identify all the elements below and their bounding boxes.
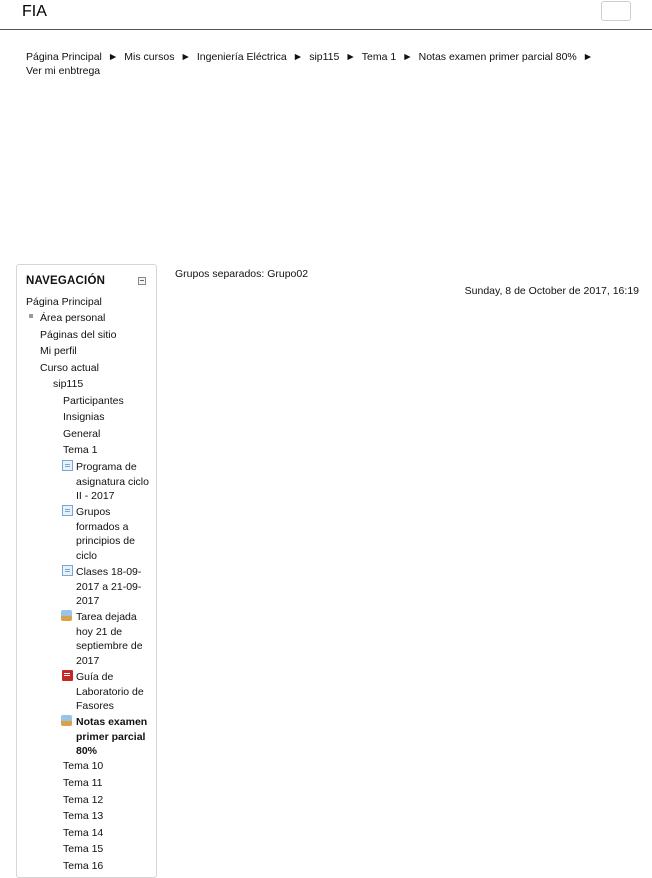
breadcrumb xyxy=(26,50,626,78)
activity-link-clases[interactable]: Clases 18-09- 2017 a 21-09- 2017 xyxy=(76,566,142,607)
navigation-block xyxy=(16,264,157,878)
activity-link-programa[interactable]: Programa de asignatura ciclo II - 2017 xyxy=(76,461,149,502)
timestamp: Sunday, 8 de October de 2017, 16:19 xyxy=(464,285,639,297)
assignment-icon xyxy=(61,610,72,621)
nav-item-insignias[interactable]: Insignias xyxy=(63,411,105,423)
breadcrumb-separator: ► xyxy=(582,51,594,63)
activity-link-guia[interactable]: Guía de Laboratorio de Fasores xyxy=(76,671,144,712)
breadcrumb-separator: ► xyxy=(107,51,119,63)
nav-item-tema-14[interactable]: Tema 14 xyxy=(63,827,104,839)
breadcrumb-item[interactable]: Tema 1 xyxy=(361,51,397,63)
nav-item-home[interactable]: Página Principal xyxy=(26,296,102,308)
nav-item-tema-11[interactable]: Tema 11 xyxy=(63,777,103,789)
page-icon xyxy=(62,565,73,576)
page-icon xyxy=(62,460,73,471)
nav-item-tema-10[interactable]: Tema 10 xyxy=(63,760,104,772)
nav-item-participantes[interactable]: Participantes xyxy=(63,395,124,407)
nav-item-tema-16[interactable]: Tema 16 xyxy=(63,860,104,872)
breadcrumb-separator: ► xyxy=(402,51,413,63)
nav-item-general[interactable]: General xyxy=(63,428,101,440)
top-navbar xyxy=(0,0,652,30)
group-mode-label: Grupos separados: Grupo02 xyxy=(175,268,309,280)
activity-link-notas-current[interactable]: Notas examen primer parcial 80% xyxy=(76,716,148,757)
activity-link-grupos[interactable]: Grupos formados a principios de ciclo xyxy=(76,506,135,562)
breadcrumb-item[interactable]: Página Principal xyxy=(26,51,102,63)
collapse-icon[interactable] xyxy=(138,277,146,285)
breadcrumb-item[interactable]: sip115 xyxy=(309,51,340,63)
nav-item-paginas-sitio[interactable]: Páginas del sitio xyxy=(40,329,117,341)
bullet-icon xyxy=(29,314,33,318)
breadcrumb-item[interactable]: Ingeniería Eléctrica xyxy=(196,51,287,63)
nav-item-course[interactable]: sip115 xyxy=(53,378,84,390)
nav-item-tema-15[interactable]: Tema 15 xyxy=(63,843,104,855)
navigation-block-title: NAVEGACIÓN xyxy=(26,275,106,287)
activity-link-tarea[interactable]: Tarea dejada hoy 21 de septiembre de 2017 xyxy=(76,611,143,667)
pdf-icon xyxy=(62,670,73,681)
nav-item-mi-perfil[interactable]: Mi perfil xyxy=(40,345,77,357)
breadcrumb-separator: ► xyxy=(292,51,304,63)
breadcrumb-item-current: Ver mi enbtrega xyxy=(26,65,101,77)
nav-item-curso-actual[interactable]: Curso actual xyxy=(40,362,99,374)
nav-item-tema-12[interactable]: Tema 12 xyxy=(63,794,104,806)
nav-item-tema-1[interactable]: Tema 1 xyxy=(63,444,98,456)
breadcrumb-separator: ► xyxy=(180,51,191,63)
breadcrumb-item[interactable]: Mis cursos xyxy=(124,51,175,63)
breadcrumb-item[interactable]: Notas examen primer parcial 80% xyxy=(418,51,577,63)
site-brand[interactable]: FIA xyxy=(22,3,47,20)
nav-item-area-personal[interactable]: Área personal xyxy=(40,312,106,324)
assignment-icon xyxy=(61,715,72,726)
breadcrumb-separator: ► xyxy=(345,51,356,63)
nav-item-tema-13[interactable]: Tema 13 xyxy=(63,810,104,822)
page-icon xyxy=(62,505,73,516)
nav-toggle-button[interactable] xyxy=(601,1,631,21)
